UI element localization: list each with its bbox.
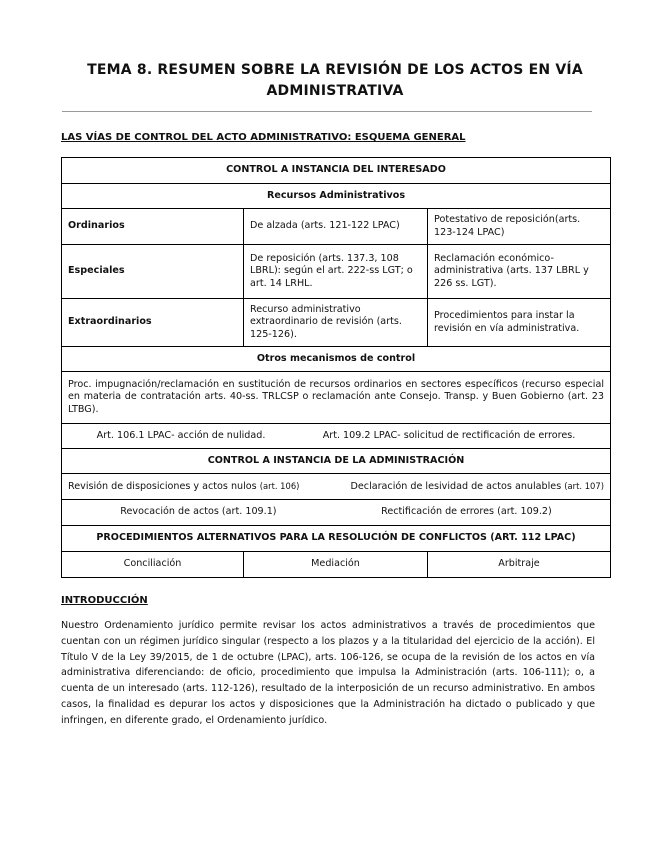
title-line-2: ADMINISTRATIVA [266, 83, 404, 99]
cell-ordinarios-alzada: De alzada (arts. 121-122 LPAC) [244, 209, 428, 245]
row-label-extraordinarios: Extraordinarios [62, 299, 244, 347]
intro-paragraph: Nuestro Ordenamiento jurídico permite revisar los actos administrativos a través de procedimientos que cuentan con un régimen jurídico singular (respecto a los plazos y a la titularidad del ejercicio de la acción). El Título V de la Ley 39/2015, de 1 de octubre (LPAC), arts. 106-126, se ocupa de la revisión de los actos en vía administrativa diferenciando: de oficio, procedimiento que impulsa la Administración (arts. 106-111); o, a cuenta de un interesado (arts. 112-126), resultado de la interposición de un recurso administrativo. En ambos casos, la finalidad es depurar los actos y disposiciones que la Administración ha dictado o publicado y que infringen, en diferente grado, el Ordenamiento jurídico. [61, 620, 595, 726]
title-divider [62, 111, 592, 112]
other-mechanisms-text: Proc. impugnación/reclamación en sustitución de recursos ordinarios en sectores específicos (recurso especial en materia de contratación arts. 40-ss. TRLCSP o reclamación ante Consejo. Transp. y Buen Gobierno (art. 23 LTBG). [62, 372, 611, 424]
articles-row [62, 424, 611, 449]
art-rectificacion: Art. 109.2 LPAC- solicitud de rectificación de errores. [322, 429, 576, 441]
admin-row-2 [62, 500, 611, 526]
admin-revocacion: Revocación de actos (art. 109.1) [120, 506, 277, 518]
table-row [62, 209, 611, 245]
cell-especiales-reposicion: De reposición (arts. 137.3, 108 LBRL): según el art. 222-ss LGT; o art. 14 LRHL. [244, 245, 428, 299]
other-mechanisms-header: Otros mecanismos de control [62, 347, 611, 372]
section-header-alternativos: PROCEDIMIENTOS ALTERNATIVOS PARA LA RESOLUCIÓN DE CONFLICTOS (ART. 112 LPAC) [62, 526, 611, 552]
section-subheading: LAS VÍAS DE CONTROL DEL ACTO ADMINISTRATIVO: ESQUEMA GENERAL [61, 132, 466, 143]
admin-row-1 [62, 474, 611, 500]
admin-rectificacion: Rectificación de errores (art. 109.2) [381, 506, 552, 518]
row-label-ordinarios: Ordinarios [62, 209, 244, 245]
row-label-especiales: Especiales [62, 245, 244, 299]
cell-extraordinarios-revision: Recurso administrativo extraordinario de revisión (arts. 125-126). [244, 299, 428, 347]
table-row [62, 299, 611, 347]
section-header-interesado: CONTROL A INSTANCIA DEL INTERESADO [62, 158, 611, 184]
cell-extraordinarios-procedimientos: Procedimientos para instar la revisión en vía administrativa. [428, 299, 611, 347]
admin-revision-nulos: Revisión de disposiciones y actos nulos (art. 106) [68, 480, 300, 492]
table-row [62, 552, 611, 578]
alt-arbitraje: Arbitraje [428, 552, 611, 578]
document-title [60, 60, 610, 102]
subsection-header-recursos: Recursos Administrativos [62, 184, 611, 209]
cell-especiales-reclamacion: Reclamación económico-administrativa (arts. 137 LBRL y 226 ss. LGT). [428, 245, 611, 299]
intro-heading: INTRODUCCIÓN [61, 595, 148, 606]
alt-mediacion: Mediación [244, 552, 428, 578]
admin-lesividad: Declaración de lesividad de actos anulables (art. 107) [350, 480, 604, 492]
art-nulidad: Art. 106.1 LPAC- acción de nulidad. [96, 429, 266, 441]
title-line-1: TEMA 8. RESUMEN SOBRE LA REVISIÓN DE LOS ACTOS EN VÍA [87, 62, 583, 78]
section-header-administracion: CONTROL A INSTANCIA DE LA ADMINISTRACIÓN [62, 449, 611, 474]
table-row [62, 245, 611, 299]
alt-conciliacion: Conciliación [62, 552, 244, 578]
cell-ordinarios-reposicion: Potestativo de reposición(arts. 123-124 LPAC) [428, 209, 611, 245]
control-scheme-table [61, 157, 611, 578]
